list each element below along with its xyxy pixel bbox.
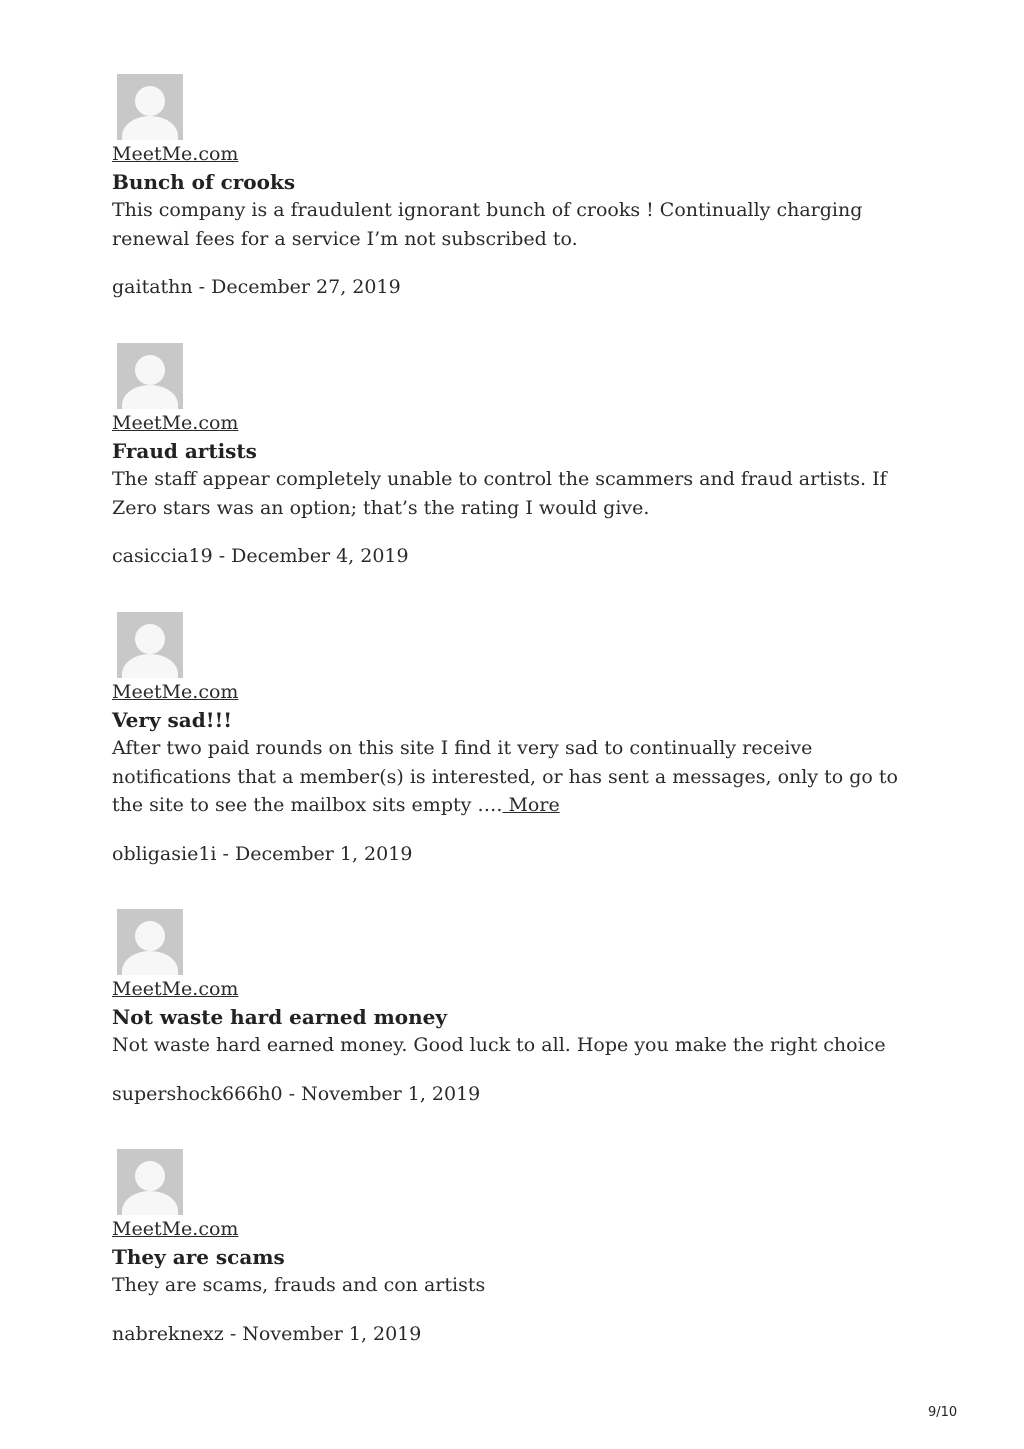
review-body [112, 196, 912, 253]
page-number: 9/10 [928, 1405, 958, 1420]
site-link[interactable]: MeetMe.com [112, 143, 239, 165]
review-body-text: Not waste hard earned money. Good luck to all. Hope you make the right choice [112, 1034, 886, 1056]
review-body [112, 1271, 912, 1300]
review-meta: supershock666h0 - November 1, 2019 [112, 1082, 481, 1105]
more-link[interactable]: More [502, 794, 560, 816]
review-meta: nabreknexz - November 1, 2019 [112, 1322, 422, 1345]
review-body [112, 1031, 912, 1060]
review-meta: gaitathn - December 27, 2019 [112, 276, 401, 298]
review-title: Very sad!!! [112, 708, 233, 732]
review-item [112, 612, 912, 868]
review-title: They are scams [112, 1245, 285, 1269]
review-item [112, 909, 912, 1108]
avatar-icon [117, 612, 183, 678]
review-meta: obligasie1i - December 1, 2019 [112, 842, 413, 865]
review-title: Not waste hard earned money [112, 1005, 447, 1029]
review-body-text: They are scams, frauds and con artists [112, 1274, 486, 1296]
review-title: Bunch of crooks [112, 170, 296, 194]
review-body-text: After two paid rounds on this site I find it very sad to continually receive notifications that a member(s) is interested, or has sent a messages, only to go to the site to see the mailbox sits empty …. [112, 737, 898, 816]
review-body-text: This company is a fraudulent ignorant bunch of crooks ! Continually charging renewal fees for a service I’m not subscribed to. [112, 199, 863, 250]
site-link[interactable]: MeetMe.com [112, 681, 239, 703]
review-item [112, 343, 912, 570]
review-body [112, 465, 912, 522]
review-body [112, 734, 912, 820]
site-link[interactable]: MeetMe.com [112, 412, 239, 434]
site-link[interactable]: MeetMe.com [112, 1218, 239, 1240]
review-item [112, 1149, 912, 1348]
review-item [112, 74, 912, 301]
avatar-icon [117, 909, 183, 975]
review-meta: casiccia19 - December 4, 2019 [112, 545, 409, 567]
avatar-icon [117, 74, 183, 140]
review-body-text: The staff appear completely unable to control the scammers and fraud artists. If Zero stars was an option; that’s the rating I would give. [112, 468, 887, 519]
site-link[interactable]: MeetMe.com [112, 978, 239, 1000]
avatar-icon [117, 343, 183, 409]
review-title: Fraud artists [112, 439, 257, 463]
avatar-icon [117, 1149, 183, 1215]
